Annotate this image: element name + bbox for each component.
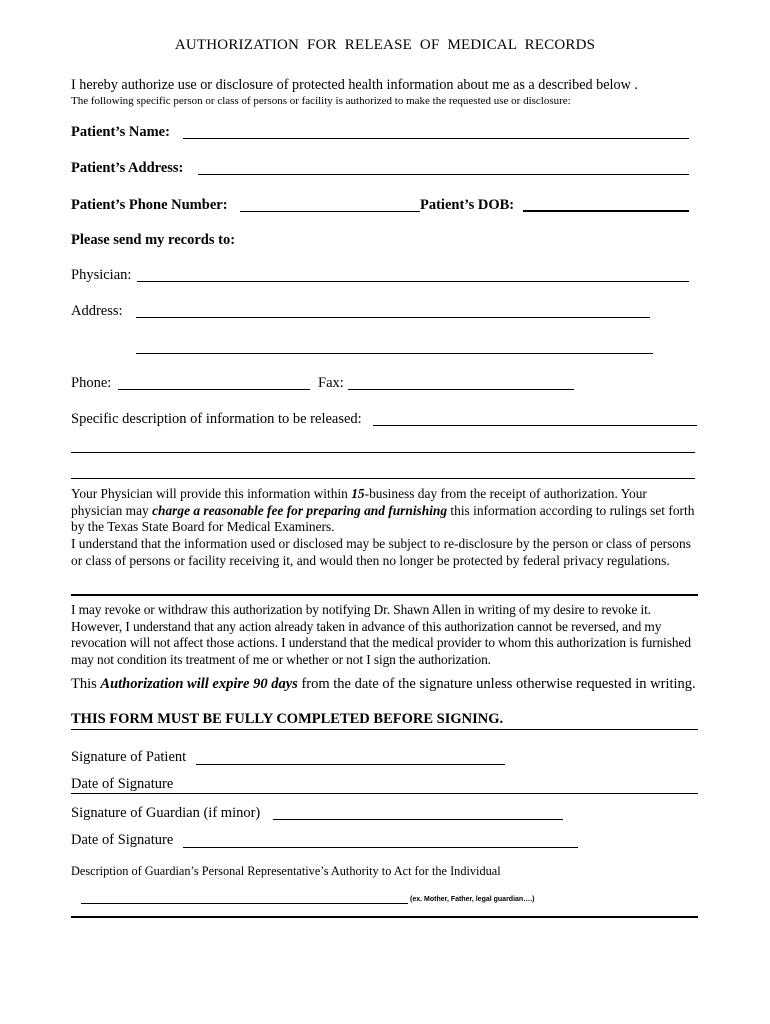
- patient-name-label: Patient’s Name:: [71, 124, 170, 140]
- patient-signature-field[interactable]: [196, 749, 505, 765]
- physician-label: Physician:: [71, 267, 132, 283]
- fee-notice: charge a reasonable fee for preparing and furnishing: [152, 502, 448, 518]
- notice-text-c: this information according to rulings set forth by the Texas State Board for Medical Examiners.: [71, 502, 695, 535]
- fax-field[interactable]: [348, 374, 574, 390]
- date-of-signature-field-2[interactable]: [183, 832, 578, 848]
- guardian-authority-field[interactable]: [81, 890, 408, 904]
- physician-field[interactable]: [137, 266, 689, 282]
- divider-2: [71, 714, 698, 730]
- specific-description-label: Specific description of information to be released:: [71, 411, 362, 427]
- expiration-notice: [71, 676, 696, 693]
- date-of-signature-label-2: Date of Signature: [71, 832, 174, 848]
- guardian-signature-label: Signature of Guardian (if minor): [71, 805, 261, 821]
- patient-signature-label: Signature of Patient: [71, 749, 187, 765]
- expire-text-c: from the date of the signature unless otherwise requested in writing.: [297, 676, 696, 692]
- patient-phone-field[interactable]: [240, 196, 420, 212]
- guardian-authority-label: Description of Guardian’s Personal Representative’s Authority to Act for the Individual: [71, 864, 501, 878]
- patient-dob-field[interactable]: [523, 195, 689, 212]
- date-of-signature-label: Date of Signature: [71, 776, 174, 792]
- expire-text-a: This: [71, 676, 101, 692]
- processing-notice: [71, 486, 696, 536]
- must-complete-heading: THIS FORM MUST BE FULLY COMPLETED BEFORE SIGNING.: [71, 711, 504, 727]
- specific-description-field[interactable]: [373, 410, 697, 426]
- fax-label: Fax:: [318, 375, 344, 391]
- business-days: 15: [351, 486, 365, 501]
- patient-dob-label: Patient’s DOB:: [420, 197, 515, 213]
- patient-address-field[interactable]: [198, 159, 689, 175]
- address-label: Address:: [71, 303, 123, 319]
- patient-phone-label: Patient’s Phone Number:: [71, 197, 228, 213]
- specific-description-line-2[interactable]: [71, 437, 695, 453]
- expire-period: Authorization will expire 90 days: [100, 676, 298, 692]
- revocation-notice: I may revoke or withdraw this authorization by notifying Dr. Shawn Allen in writing of my desire to revoke it. However, I understand that any action already taken in advance of this authorization cannot be reversed, and my revocation will not affect those actions. I understand that the medical provider to whom this authorization is furnished may not condition its treatment of me or whether or not I sign the authorization.: [71, 602, 691, 667]
- address-field-line-2[interactable]: [136, 338, 653, 354]
- intro-line-2: The following specific person or class of persons or facility is authorized to make the requested use or disclosure:: [71, 95, 571, 107]
- phone-field[interactable]: [118, 374, 310, 390]
- redisclosure-notice: I understand that the information used or disclosed may be subject to re-disclosure by the person or class of persons or class of persons or facility receiving it, and would then no longer be protected by federal privacy regulations.: [71, 536, 691, 568]
- intro-line-1: I hereby authorize use or disclosure of protected health information about me as a described below .: [71, 77, 638, 93]
- patient-address-label: Patient’s Address:: [71, 160, 184, 176]
- notice-text-b: -business day from the receipt of authorization. Your physician may: [71, 486, 647, 518]
- send-records-heading: Please send my records to:: [71, 232, 236, 248]
- guardian-example-note: (ex. Mother, Father, legal guardian….): [410, 896, 535, 903]
- guardian-signature-field[interactable]: [273, 804, 563, 820]
- divider-3: [71, 906, 698, 918]
- form-title: AUTHORIZATION FOR RELEASE OF MEDICAL RECORDS: [174, 37, 596, 53]
- notice-text-a: Your Physician will provide this information within: [71, 486, 352, 501]
- address-field-line-1[interactable]: [136, 302, 650, 318]
- phone-label: Phone:: [71, 375, 112, 391]
- patient-name-field[interactable]: [183, 123, 689, 139]
- specific-description-line-3[interactable]: [71, 463, 695, 479]
- divider-1: [71, 584, 698, 596]
- date-of-signature-field[interactable]: [71, 778, 698, 794]
